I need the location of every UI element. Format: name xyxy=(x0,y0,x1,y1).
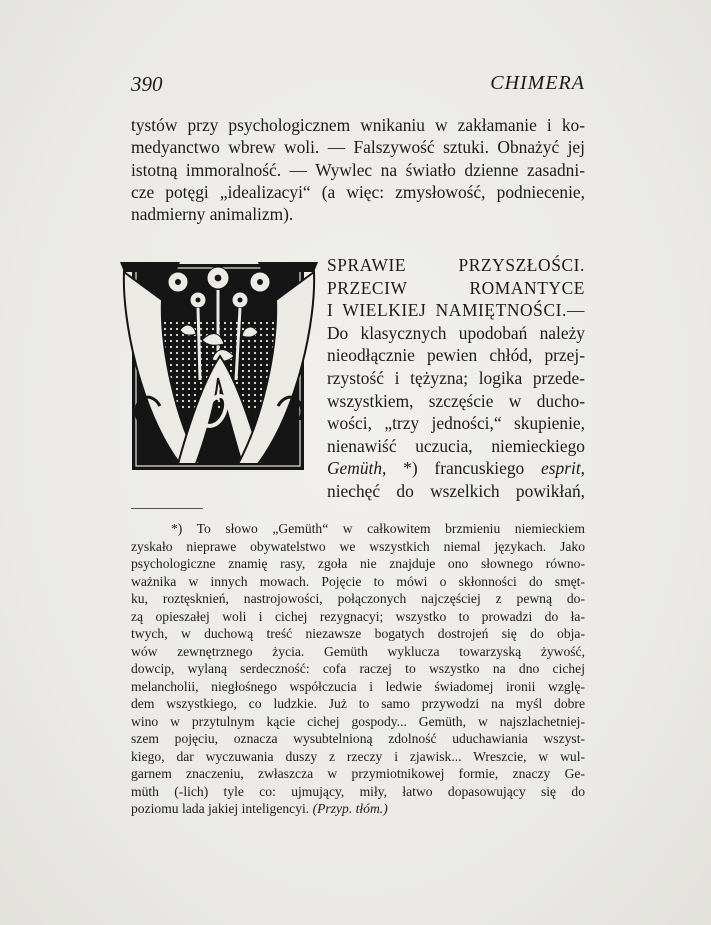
footnote-text: poziomu lada jakiej inteligencyi. xyxy=(131,801,310,816)
text-line: cze potęgi „idealizacyi“ (a więc: zmysłowość, podniecenie, xyxy=(131,181,585,202)
translator-note: (Przyp. tłóm.) xyxy=(312,801,388,816)
paragraph-2 xyxy=(327,254,585,503)
paragraph-1 xyxy=(131,114,585,225)
footnote-line: wów zewnętrznego życia. Gemüth wyklucza towarzyską żywość, xyxy=(131,643,585,659)
page-number: 390 xyxy=(131,72,163,96)
footnote xyxy=(131,520,585,818)
text-line: wszystkiem, szczęście w ducho- xyxy=(327,390,585,411)
footnote-line: dem wszystkiego, co ludzkie. Już to samo przywodzi na myśl dobre xyxy=(131,696,585,711)
caps-line: PRZECIW ROMANTYCE xyxy=(327,277,585,298)
footnote-last-line xyxy=(131,800,585,818)
footnote-line: psychologiczne znamię rasy, zgoła nie znajduje ono słownego równo- xyxy=(131,556,585,571)
caps-line: SPRAWIE PRZYSZŁOŚCI. xyxy=(327,255,585,275)
text-line: istotną immoralność. — Wywlec na światło dzienne zasadni- xyxy=(131,159,585,180)
italic-word: esprit, xyxy=(541,458,585,479)
running-head xyxy=(131,72,585,98)
ornamental-initial-w xyxy=(120,260,318,474)
footnote-marker: *) xyxy=(171,521,183,536)
footnote-line: kiego, dar wyczuwania duszy z rzeczy i zjawisk... Wreszcie, w wul- xyxy=(131,748,585,764)
text-line: niechęć do wszelkich powikłań, xyxy=(327,480,585,501)
footnote-first-line xyxy=(131,520,585,538)
footnote-line: melancholii, niegłośnego współczucia i ledwie świadomej ironii wzglę- xyxy=(131,678,585,694)
footnote-rule xyxy=(131,508,203,509)
text-line: nadmierny animalizm). xyxy=(131,204,294,225)
initial-w-illustration xyxy=(120,260,318,474)
footnote-line: twych, w duchową treść niezawsze bogatych dostrojeń się do obja- xyxy=(131,626,585,641)
footnote-line: wino w przytulnym kącie cichej gospody... Gemüth, w najszlachetniej- xyxy=(131,713,585,729)
footnote-line: dowcip, wylaną serdeczność: cofa raczej to wszystko na dno cichej xyxy=(131,661,585,676)
text-line: nienawiść uczucia, niemieckiego xyxy=(327,435,585,456)
footnote-line: ważnika w innych mowach. Pojęcie to mówi o skłonności do smęt- xyxy=(131,573,585,589)
text-line: rzystość i tężyzna; logika przede- xyxy=(327,367,585,388)
footnote-line: zą opieszałej woli i cichej rezygnacyi; wszystko to prowadzi do ła- xyxy=(131,608,585,624)
text-line: wości, „trzy jedności,“ skupienie, xyxy=(327,413,585,434)
journal-title: CHIMERA xyxy=(490,72,585,94)
footnote-line: müth (-lich) tyle co: ujmujący, miły, łatwo dopasowujący się do xyxy=(131,783,585,799)
footnote-line: zyskało nieprawe obywatelstwo we wszystkich niemal językach. Jako xyxy=(131,538,585,554)
footnote-line: ku, roztęsknień, nastrojowości, połączonych najczęściej z pewną do- xyxy=(131,591,585,606)
text-line-gemuth xyxy=(327,457,585,480)
footnote-line: szem pojęciu, oznacza wysubtelnioną zdolność uduchawiania wszyst- xyxy=(131,731,585,746)
caps-line: I WIELKIEJ NAMIĘTNOŚCI.— xyxy=(327,300,585,321)
footnote-marker-text: *) francuskiego xyxy=(386,458,542,479)
text-line: Do klasycznych upodobań należy xyxy=(327,322,585,343)
text-line: medyanctwo wbrew woli. — Falszywość sztuki. Obnażyć jej xyxy=(131,137,585,158)
footnote-line: garnem znaczeniu, zwłaszcza w przymiotnikowej formie, znaczy Ge- xyxy=(131,766,585,781)
italic-word: Gemüth, xyxy=(327,458,387,479)
footnote-text: To słowo „Gemüth“ w całkowitem brzmieniu niemieckiem xyxy=(196,521,585,536)
text-line: tystów przy psychologicznem wnikaniu w zakłamanie i ko- xyxy=(131,115,585,135)
text-line: nieodłącznie pewien chłód, przej- xyxy=(327,345,585,366)
